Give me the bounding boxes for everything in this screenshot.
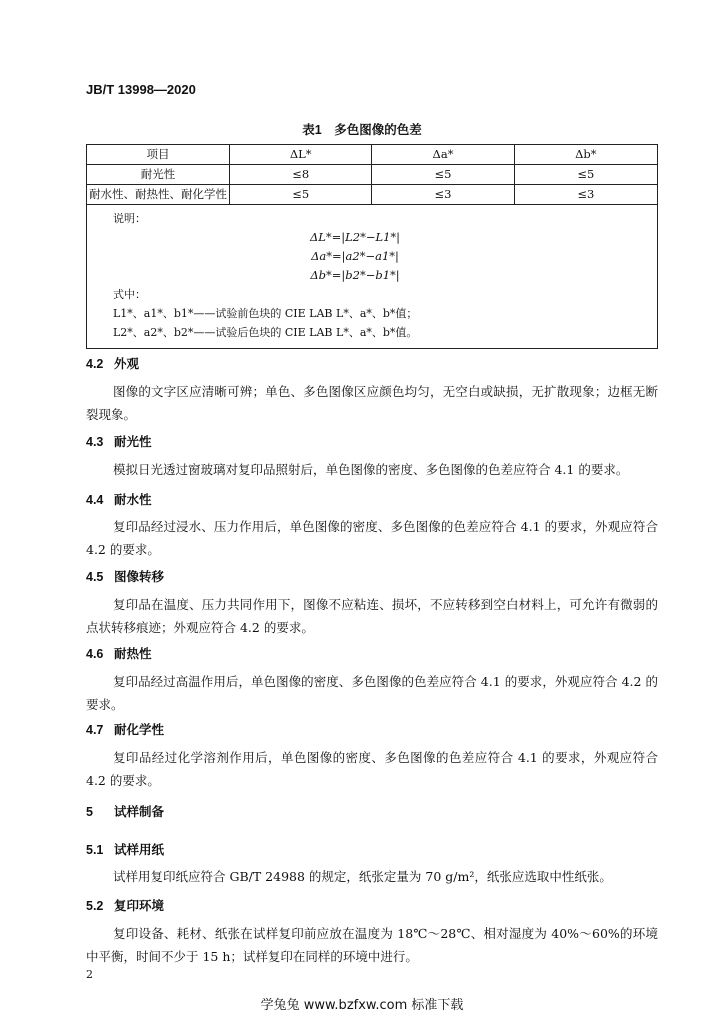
section-number: 4.4 (86, 493, 104, 507)
table-cell: 耐水性、耐热性、耐化学性 (87, 185, 230, 205)
table-cell: ≤5 (230, 185, 372, 205)
table-cell: 耐光性 (87, 165, 230, 185)
section-number: 5.1 (86, 843, 104, 857)
section-title: 耐光性 (114, 435, 152, 449)
section-number: 4.2 (86, 357, 104, 371)
section-text-4-6: 复印品经过高温作用后，单色图像的密度、多色图像的色差应符合 4.1 的要求，外观应符合 4.2 的要求。 (86, 674, 658, 712)
section-number: 4.6 (86, 647, 104, 661)
table-cell: ≤3 (372, 185, 514, 205)
table-row (87, 185, 658, 205)
section-text-4-3: 模拟日光透过窗玻璃对复印品照射后，单色图像的密度、多色图像的色差应符合 4.1 的要求。 (113, 462, 629, 477)
section-title: 耐水性 (114, 493, 152, 507)
color-difference-table (86, 144, 658, 349)
section-heading-4-4 (86, 490, 152, 508)
section-number: 4.3 (86, 435, 104, 449)
header-cell-item: 项目 (87, 145, 230, 165)
notes-label: 说明： (113, 212, 146, 225)
table-notes-cell (87, 205, 658, 349)
section-title: 复印环境 (114, 899, 165, 913)
table-cell: ≤3 (514, 185, 657, 205)
section-title: 外观 (114, 357, 140, 371)
section-number: 4.7 (86, 723, 104, 737)
section-title: 耐化学性 (114, 723, 165, 737)
section-heading-4-6 (86, 644, 152, 662)
section-number: 5.2 (86, 899, 104, 913)
section-number: 5 (86, 805, 93, 819)
section-text-4-7: 复印品经过化学溶剂作用后，单色图像的密度、多色图像的色差应符合 4.1 的要求，外观应符合 4.2 的要求。 (86, 750, 658, 788)
table-notes-row (87, 205, 658, 349)
table-header-row (87, 145, 658, 165)
section-heading-4-3 (86, 432, 152, 450)
formula-delta-a: Δa*=|a2*−a1*| (311, 249, 399, 263)
table-row (87, 165, 658, 185)
table-cell: ≤5 (372, 165, 514, 185)
where-label: 式中： (113, 288, 146, 301)
section-text-5-1: 试样用复印纸应符合 GB/T 24988 的规定，纸张定量为 70 g/m²，纸张应选取中性纸张。 (113, 869, 612, 884)
section-title: 试样用纸 (114, 843, 165, 857)
section-heading-5 (86, 802, 164, 820)
section-title: 试样制备 (114, 805, 165, 819)
section-heading-4-2 (86, 354, 139, 372)
section-heading-5-2 (86, 896, 164, 914)
header-cell-delta-l: ΔL* (230, 145, 372, 165)
where-line-after: L2*、a2*、b2*——试验后色块的 CIE LAB L*、a*、b*值。 (113, 326, 418, 339)
section-text-5-2: 复印设备、耗材、纸张在试样复印前应放在温度为 18℃～28℃、相对湿度为 40%～60%的环境中平衡，时间不少于 15 h；试样复印在同样的环境中进行。 (86, 926, 658, 964)
header-cell-delta-a: Δa* (372, 145, 514, 165)
section-heading-4-5 (86, 567, 164, 585)
site-footer-watermark: 学兔兔 www.bzfxw.com 标准下载 (260, 998, 464, 1013)
formula-delta-l: ΔL*=|L2*−L1*| (309, 230, 401, 244)
document-code-header: JB/T 13998—2020 (86, 82, 196, 97)
section-heading-5-1 (86, 840, 164, 858)
section-text-4-4: 复印品经过浸水、压力作用后，单色图像的密度、多色图像的色差应符合 4.1 的要求，外观应符合 4.2 的要求。 (86, 519, 658, 557)
section-number: 4.5 (86, 570, 104, 584)
page-number: 2 (86, 968, 93, 981)
formula-delta-b: Δb*=|b2*−b1*| (310, 268, 400, 282)
where-line-before: L1*、a1*、b1*——试验前色块的 CIE LAB L*、a*、b*值； (113, 307, 418, 320)
table-cell: ≤5 (514, 165, 657, 185)
section-title: 图像转移 (114, 570, 165, 584)
header-cell-delta-b: Δb* (514, 145, 657, 165)
table-caption: 表1 多色图像的色差 (302, 123, 422, 137)
section-text-4-2: 图像的文字区应清晰可辨；单色、多色图像区应颜色均匀，无空白或缺损，无扩散现象；边框无断裂现象。 (86, 384, 658, 422)
section-heading-4-7 (86, 720, 164, 738)
section-title: 耐热性 (114, 647, 152, 661)
section-text-4-5: 复印品在温度、压力共同作用下，图像不应粘连、损坏，不应转移到空白材料上，可允许有微弱的点状转移痕迹；外观应符合 4.2 的要求。 (86, 597, 658, 635)
table-cell: ≤8 (230, 165, 372, 185)
